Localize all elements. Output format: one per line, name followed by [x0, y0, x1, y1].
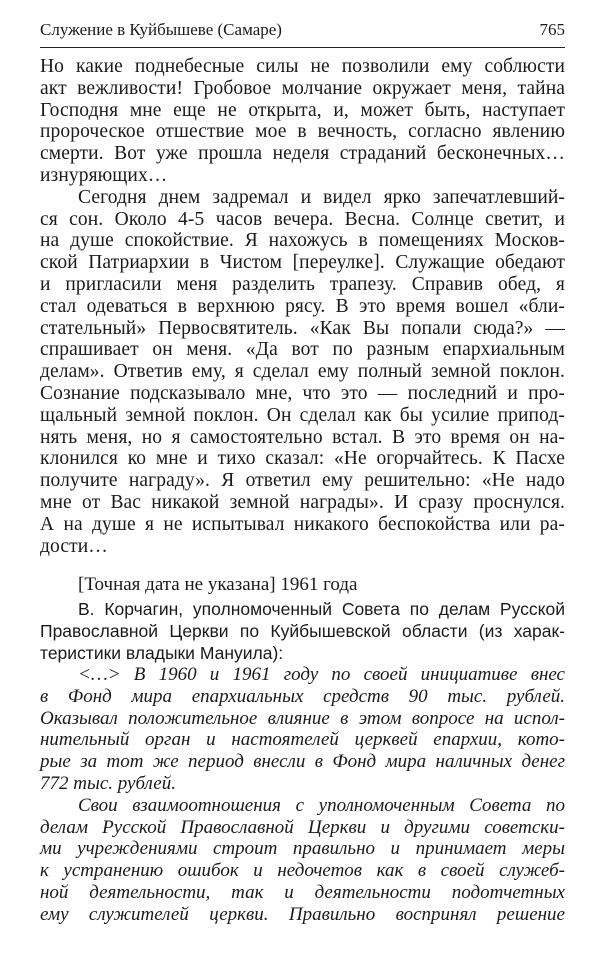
source-line: В. Корчагин, уполномоченный Совета по делам Русской — [78, 599, 565, 619]
text-line: <…> В 1960 и 1961 году по своей инициативе внес — [78, 664, 565, 685]
text-line: делам». Ответив ему, я сделал ему полный земной поклон. — [40, 361, 565, 383]
text-line: рые за тот же период внесли в Фонд мира наличных денег — [40, 751, 565, 773]
text-line: делам Русской Православной Церкви и другими советски- — [40, 816, 565, 838]
text-line: мне от Вас никакой земной награды». И сразу проснулся. — [40, 491, 565, 513]
text-line: пророческое отшествие мое в вечность, согласно явлению — [40, 121, 565, 143]
text-line: ской Патриархии в Чистом [переулке]. Служащие обедают — [40, 252, 565, 274]
text-line: нительный орган и настоятелей церквей епархии, кото- — [40, 729, 565, 751]
text-line: смерти. Вот уже прошла неделя страданий бесконечных… — [40, 143, 565, 165]
text-line: ми учреждениями строит правильно и принимает меры — [40, 838, 565, 860]
paragraph — [40, 664, 565, 795]
text-line: ся сон. Около 4-5 часов вечера. Весна. Солнце светит, и — [40, 208, 565, 230]
text-line: акт вежливости! Гробовое молчание окружает меня, тайна — [40, 77, 565, 99]
text-line: к устранению ошибок и недочетов как в своей служеб- — [40, 860, 565, 882]
main-text — [40, 56, 565, 557]
text-line: спрашивает он меня. «Да вот по разным епархиальным — [40, 339, 565, 361]
text-line: Свои взаимоотношения с уполномоченным Совета по — [78, 794, 565, 816]
text-line: ной деятельности, так и деятельности подотчетных — [40, 881, 565, 903]
chapter-title: Служение в Куйбышеве (Самаре) — [40, 20, 282, 39]
text-line: стал одеваться в верхнюю рясу. В это время вошел «бли- — [40, 295, 565, 317]
paragraph — [40, 187, 565, 558]
text-line: дости… — [40, 535, 108, 557]
source-line: теристики владыки Мануила): — [40, 642, 284, 663]
text-line: изнуряющих… — [40, 164, 168, 186]
text-line: ему служителей церкви. Правильно воспринял решение — [40, 903, 565, 925]
source-line: Православной Церкви по Куйбышевской области (из харак- — [40, 620, 565, 641]
text-line: Господня мне еще не открыта, и, может быть, наступает — [40, 99, 565, 121]
text-line: клонился ко мне и тихо сказал: «Не огорчайтесь. К Пасхе — [40, 448, 565, 470]
date-line: [Точная дата не указана] 1961 года — [78, 574, 358, 595]
paragraph — [40, 795, 565, 926]
text-line: получите награду». Я ответил ему решительно: «Не надо — [40, 470, 565, 492]
page-number: 765 — [539, 20, 565, 39]
text-line: Оказывал положительное влияние в этом вопросе на испол- — [40, 707, 565, 729]
text-line: Сознание подсказывало мне, что это — последний и про- — [40, 382, 565, 404]
paragraph — [40, 56, 565, 187]
text-line: стательный» Первосвятитель. «Как Вы попали сюда?» — — [40, 317, 565, 339]
text-line: нять меня, но я самостоятельно встал. В это время он на- — [40, 426, 565, 448]
text-line: Сегодня днем задремал и видел ярко запечатлевший- — [78, 186, 565, 208]
running-header — [40, 20, 565, 44]
header-rule — [40, 47, 565, 48]
text-line: А на душе я не испытывал никакого беспокойства или ра- — [40, 513, 565, 535]
text-line: 772 тыс. рублей. — [40, 772, 176, 794]
text-line: на душе спокойствие. Я нахожусь в помещениях Москов- — [40, 230, 565, 252]
text-line: щальный земной поклон. Он сделал как бы усилие припод- — [40, 404, 565, 426]
source-attribution — [40, 599, 565, 664]
archival-quote — [40, 664, 565, 926]
text-line: в Фонд мира епархиальных средств 90 тыс. рублей. — [40, 685, 565, 707]
text-line: и пригласили меня разделить трапезу. Справив обед, я — [40, 273, 565, 295]
text-line: Но какие поднебесные силы не позволили ему соблюсти — [40, 56, 565, 77]
